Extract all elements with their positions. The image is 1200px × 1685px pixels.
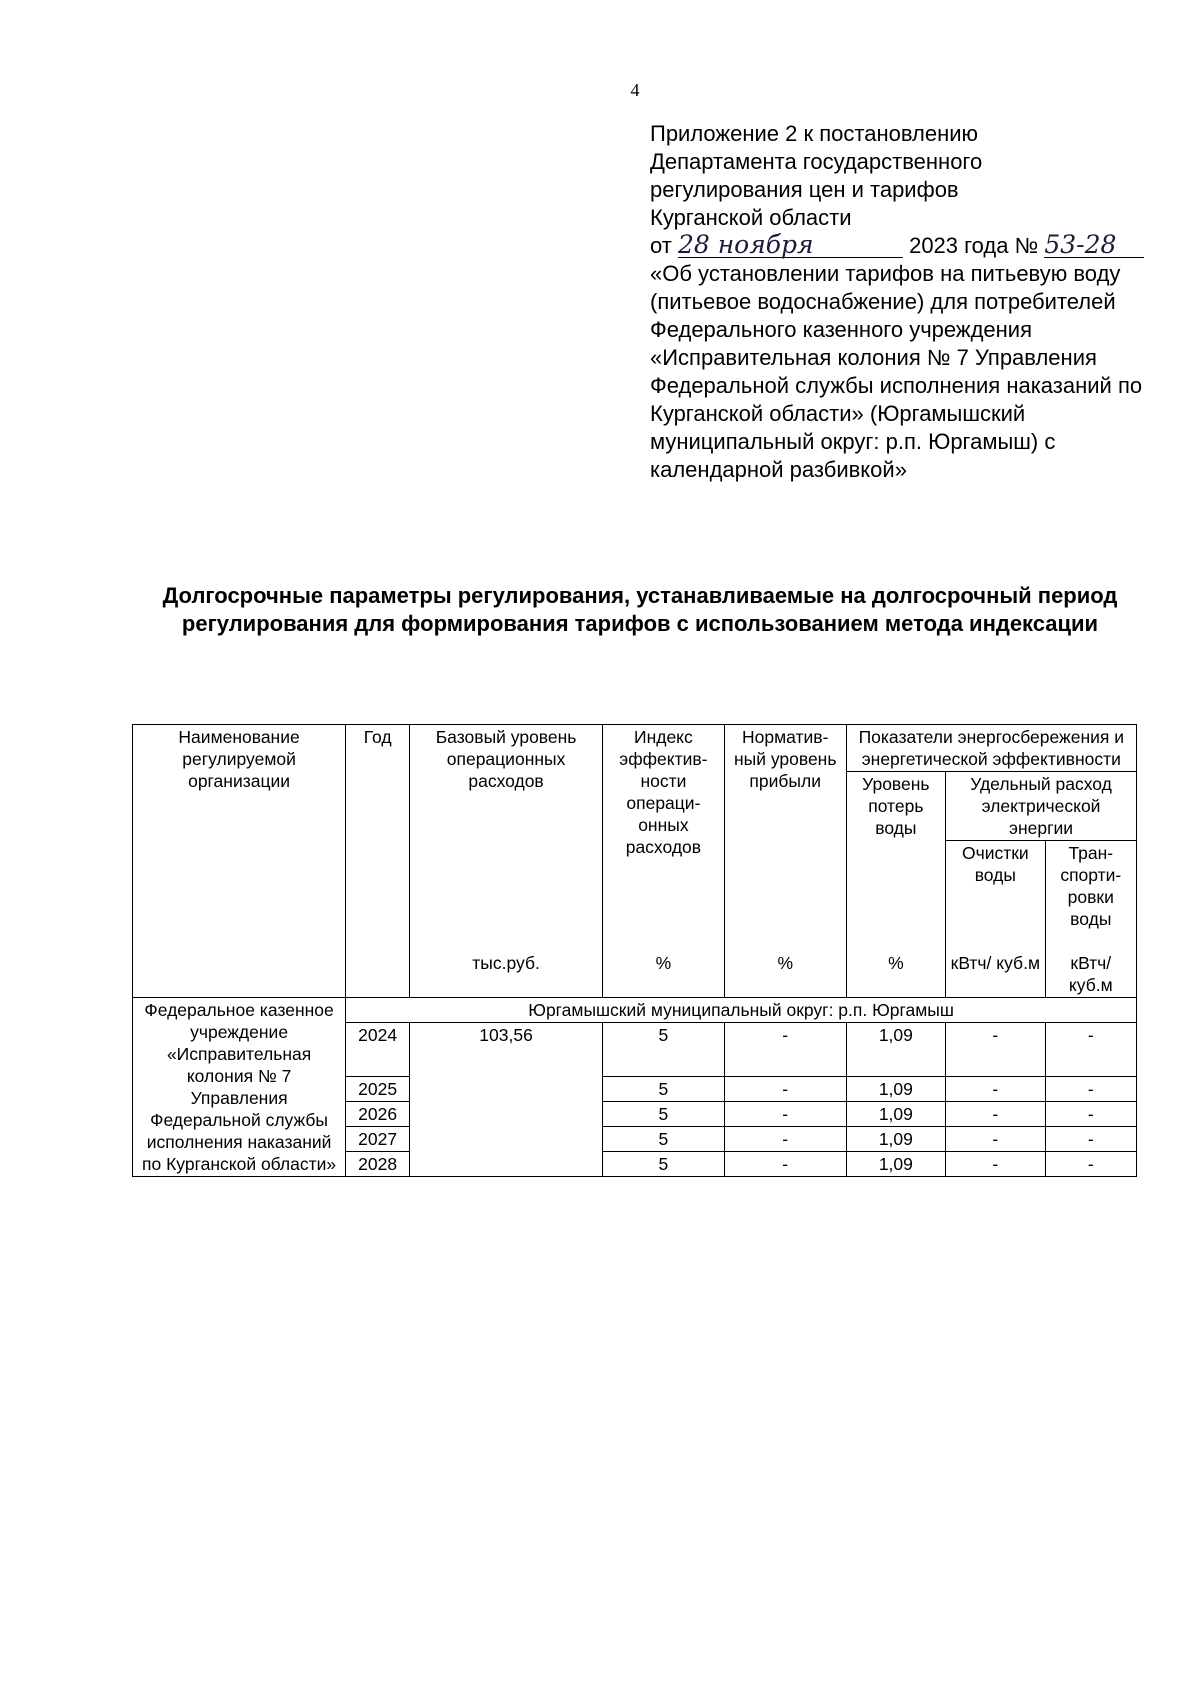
appendix-block — [650, 120, 1170, 484]
parameters-table — [132, 724, 1137, 1177]
cell-norm: - — [724, 1101, 846, 1126]
header-energy: Показатели энергосбережения и энергетической эффективности — [846, 725, 1136, 772]
date-prefix: от — [650, 233, 672, 258]
unit-cleaning: кВтч/ куб.м — [946, 951, 1045, 998]
cell-index: 5 — [603, 1022, 725, 1076]
cell-transport: - — [1045, 1151, 1136, 1176]
header-index: Индекс эффектив-ности операци-онных расходов — [603, 725, 725, 951]
unit-loss: % — [846, 951, 945, 998]
cell-loss: 1,09 — [846, 1151, 945, 1176]
header-base: Базовый уровень операционных расходов — [410, 725, 603, 951]
cell-norm: - — [724, 1076, 846, 1101]
header-name: Наименование регулируемой организации — [133, 725, 346, 998]
cell-index: 5 — [603, 1151, 725, 1176]
cell-loss: 1,09 — [846, 1022, 945, 1076]
region-name: Юргамышский муниципальный округ: р.п. Юргамыш — [346, 997, 1137, 1022]
cell-year: 2028 — [346, 1151, 410, 1176]
cell-index: 5 — [603, 1126, 725, 1151]
cell-year: 2026 — [346, 1101, 410, 1126]
document-title: Долгосрочные параметры регулирования, устанавливаемые на долгосрочный период регулирования для формирования тарифов с использованием метода индексации — [162, 583, 1118, 636]
unit-norm: % — [724, 951, 846, 998]
header-specific: Удельный расход электрической энергии — [946, 772, 1137, 841]
cell-base-value: 103,56 — [410, 1022, 603, 1176]
appendix-line: Курганской области — [650, 205, 852, 230]
header-row — [133, 725, 1137, 772]
cell-loss: 1,09 — [846, 1101, 945, 1126]
decree-date-line — [650, 232, 1170, 260]
appendix-line: Департамента государственного — [650, 149, 983, 174]
unit-index: % — [603, 951, 725, 998]
cell-index: 5 — [603, 1076, 725, 1101]
header-norm: Норматив-ный уровень прибыли — [724, 725, 846, 951]
header-year: Год — [346, 725, 410, 998]
cell-year: 2025 — [346, 1076, 410, 1101]
region-row — [133, 997, 1137, 1022]
unit-transport: кВтч/ куб.м — [1045, 951, 1136, 998]
cell-loss: 1,09 — [846, 1126, 945, 1151]
unit-base: тыс.руб. — [410, 951, 603, 998]
decree-description: «Об установлении тарифов на питьевую воду (питьевое водоснабжение) для потребителей Федерального казенного учреждения «Исправительная колония № 7 Управления Федеральной службы исполнения наказаний по Курганской области» (Юргамышский муниципальный округ: р.п. Юргамыш) с календарной разбивкой» — [650, 261, 1143, 482]
cell-norm: - — [724, 1151, 846, 1176]
cell-cleaning: - — [946, 1126, 1045, 1151]
cell-transport: - — [1045, 1076, 1136, 1101]
organization-name: Федеральное казенное учреждение «Исправительная колония № 7 Управления Федеральной службы исполнения наказаний по Курганской области» — [133, 997, 346, 1176]
page-number: 4 — [630, 80, 640, 100]
handwritten-number: 53-28 — [1044, 233, 1144, 258]
appendix-line: регулирования цен и тарифов — [650, 177, 959, 202]
header-cleaning: Очистки воды — [946, 841, 1045, 951]
appendix-line: Приложение 2 к постановлению — [650, 121, 979, 146]
cell-index: 5 — [603, 1101, 725, 1126]
cell-cleaning: - — [946, 1101, 1045, 1126]
cell-year: 2024 — [346, 1022, 410, 1076]
cell-transport: - — [1045, 1101, 1136, 1126]
cell-loss: 1,09 — [846, 1076, 945, 1101]
cell-cleaning: - — [946, 1076, 1045, 1101]
cell-transport: - — [1045, 1022, 1136, 1076]
cell-norm: - — [724, 1022, 846, 1076]
cell-cleaning: - — [946, 1151, 1045, 1176]
cell-cleaning: - — [946, 1022, 1045, 1076]
cell-year: 2027 — [346, 1126, 410, 1151]
decree-year: 2023 года № — [909, 233, 1039, 258]
header-transport: Тран-спорти-ровки воды — [1045, 841, 1136, 951]
handwritten-date: 28 ноября — [678, 233, 903, 258]
cell-transport: - — [1045, 1126, 1136, 1151]
cell-norm: - — [724, 1126, 846, 1151]
header-loss: Уровень потерь воды — [846, 772, 945, 951]
